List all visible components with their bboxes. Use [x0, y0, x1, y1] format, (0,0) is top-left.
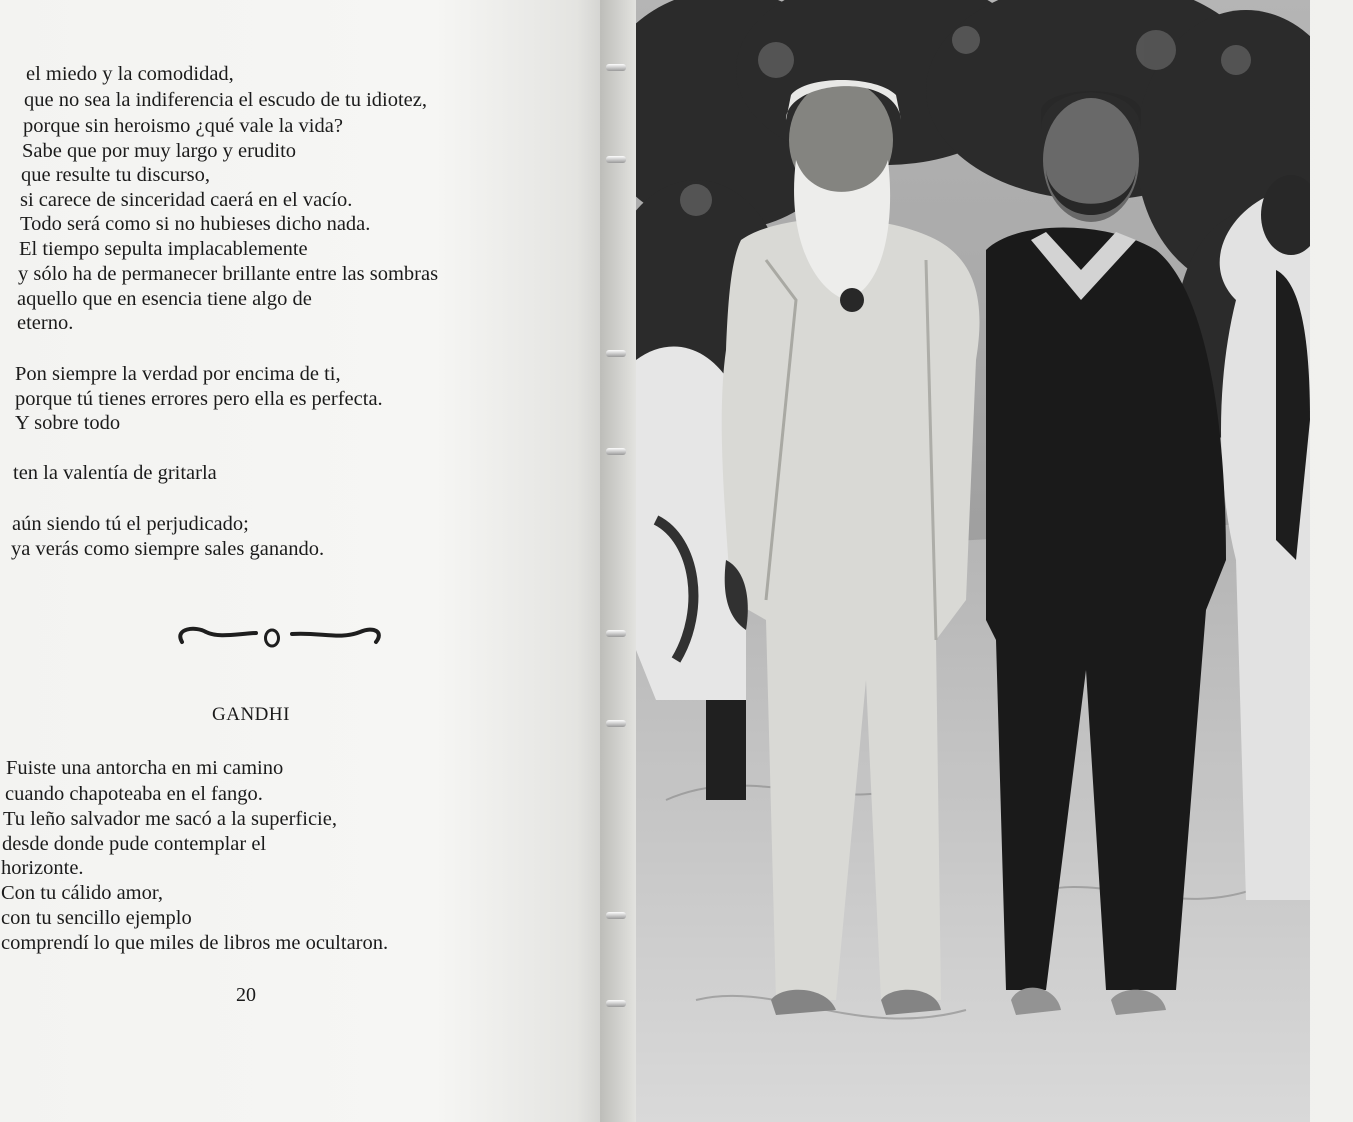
poem-line: Todo será como si no hubieses dicho nada.: [20, 213, 371, 235]
ornament-divider: [170, 620, 390, 656]
page-number: 20: [236, 984, 256, 1006]
poem-line: aquello que en esencia tiene algo de: [17, 288, 312, 310]
poem-line: con tu sencillo ejemplo: [1, 907, 192, 929]
poem-line: ya verás como siempre sales ganando.: [11, 538, 325, 560]
poem-line: horizonte.: [1, 857, 84, 879]
poem-line: El tiempo sepulta implacablemente: [19, 238, 308, 260]
binding-staple: [606, 64, 626, 71]
binding-staple: [606, 156, 626, 163]
poem-line: comprendí lo que miles de libros me ocultaron.: [1, 932, 389, 954]
binding-staple: [606, 350, 626, 357]
poem-line: que resulte tu discurso,: [21, 164, 211, 186]
poem-line: Con tu cálido amor,: [1, 882, 164, 904]
binding-staple: [606, 720, 626, 727]
grain-overlay: [636, 0, 1310, 1122]
poem-line: Fuiste una antorcha en mi camino: [6, 757, 284, 779]
binding-staple: [606, 630, 626, 637]
poem-line: desde donde pude contemplar el: [2, 833, 267, 855]
poem-line: Pon siempre la verdad por encima de ti,: [15, 363, 341, 385]
poem-line: porque tú tienes errores pero ella es perfecta.: [15, 388, 383, 410]
poem-line: Sabe que por muy largo y erudito: [22, 140, 297, 162]
poem-line: aún siendo tú el perjudicado;: [12, 513, 249, 535]
section-title: GANDHI: [212, 704, 290, 725]
left-page: [0, 0, 620, 1122]
binding-staple: [606, 448, 626, 455]
poem-line: que no sea la indiferencia el escudo de tu idiotez,: [24, 89, 428, 111]
poem-line: porque sin heroismo ¿qué vale la vida?: [23, 115, 343, 137]
binding-staple: [606, 912, 626, 919]
photo-two-men: [636, 0, 1310, 1122]
poem-line: eterno.: [17, 312, 74, 334]
poem-line: y sólo ha de permanecer brillante entre las sombras: [18, 263, 439, 285]
binding-staple: [606, 1000, 626, 1007]
poem-line: Y sobre todo: [15, 412, 121, 434]
poem-line: el miedo y la comodidad,: [26, 63, 234, 85]
poem-line: Tu leño salvador me sacó a la superficie,: [3, 808, 337, 830]
poem-line: cuando chapoteaba en el fango.: [5, 783, 263, 805]
poem-line: ten la valentía de gritarla: [13, 462, 217, 484]
poem-line: si carece de sinceridad caerá en el vacío.: [20, 189, 353, 211]
